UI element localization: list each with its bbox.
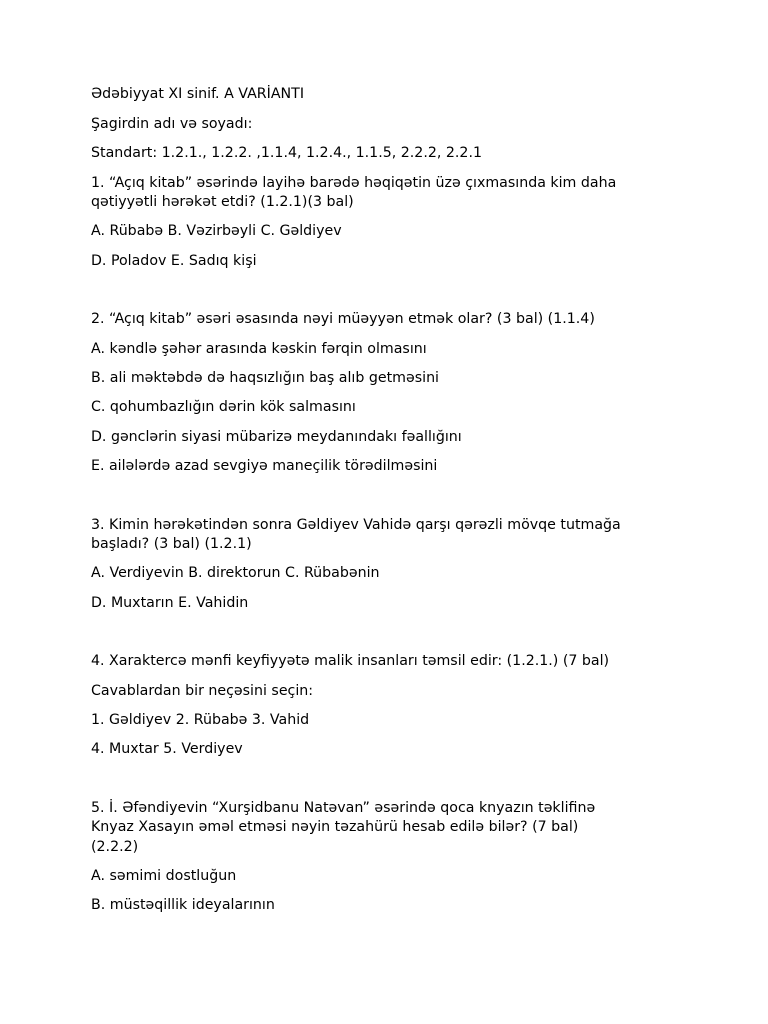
question-5-option-b: B. müstəqillik ideyalarının <box>91 897 275 913</box>
question-2-option-a: A. kəndlə şəhər arasında kəskin fərqin olmasını <box>91 341 427 357</box>
question-2-option-c: C. qohumbazlığın dərin kök salmasını <box>91 399 356 415</box>
question-4-text: 4. Xaraktercə mənfi keyfiyyətə malik insanları təmsil edir: (1.2.1.) (7 bal) <box>91 653 610 669</box>
question-3-text-cont: başladı? (3 bal) (1.2.1) <box>91 536 252 552</box>
question-5-option-a: A. səmimi dostluğun <box>91 868 237 884</box>
question-3-text: 3. Kimin hərəkətindən sonra Gəldiyev Vahidə qarşı qərəzli mövqe tutmağa <box>91 517 621 533</box>
question-2-text: 2. “Açıq kitab” əsəri əsasında nəyi müəyyən etmək olar? (3 bal) (1.1.4) <box>91 311 595 327</box>
document-title: Ədəbiyyat XI sinif. A VARİANTI <box>91 86 304 102</box>
question-2-option-e: E. ailələrdə azad sevgiyə maneçilik törədilməsini <box>91 458 438 474</box>
question-3-options-a: A. Verdiyevin B. direktorun C. Rübabənin <box>91 565 380 581</box>
question-4-instruction: Cavablardan bir neçəsini seçin: <box>91 683 314 699</box>
question-2-option-b: B. ali məktəbdə də haqsızlığın baş alıb getməsini <box>91 370 440 386</box>
question-1-options-a: A. Rübabə B. Vəzirbəyli C. Gəldiyev <box>91 223 342 239</box>
question-2-option-d: D. gənclərin siyasi mübarizə meydanındakı fəallığını <box>91 429 462 445</box>
question-5-text: 5. İ. Əfəndiyevin “Xurşidbanu Natəvan” əsərində qoca knyazın təklifinə <box>91 800 596 816</box>
student-name-label: Şagirdin adı və soyadı: <box>91 116 253 132</box>
question-5-text-cont: Knyaz Xasayın əməl etməsi nəyin təzahürü hesab edilə bilər? (7 bal) <box>91 819 579 835</box>
question-4-options-b: 4. Muxtar 5. Verdiyev <box>91 741 243 757</box>
question-3-options-b: D. Muxtarın E. Vahidin <box>91 595 249 611</box>
question-1-options-b: D. Poladov E. Sadıq kişi <box>91 253 257 269</box>
question-4-options-a: 1. Gəldiyev 2. Rübabə 3. Vahid <box>91 712 310 728</box>
question-1-text-cont: qətiyyətli hərəkət etdi? (1.2.1)(3 bal) <box>91 194 354 210</box>
standard-line: Standart: 1.2.1., 1.2.2. ,1.1.4, 1.2.4., 1.1.5, 2.2.2, 2.2.1 <box>91 145 482 161</box>
question-1-text: 1. “Açıq kitab” əsərində layihə barədə həqiqətin üzə çıxmasında kim daha <box>91 175 617 191</box>
question-5-text-cont2: (2.2.2) <box>91 839 139 855</box>
